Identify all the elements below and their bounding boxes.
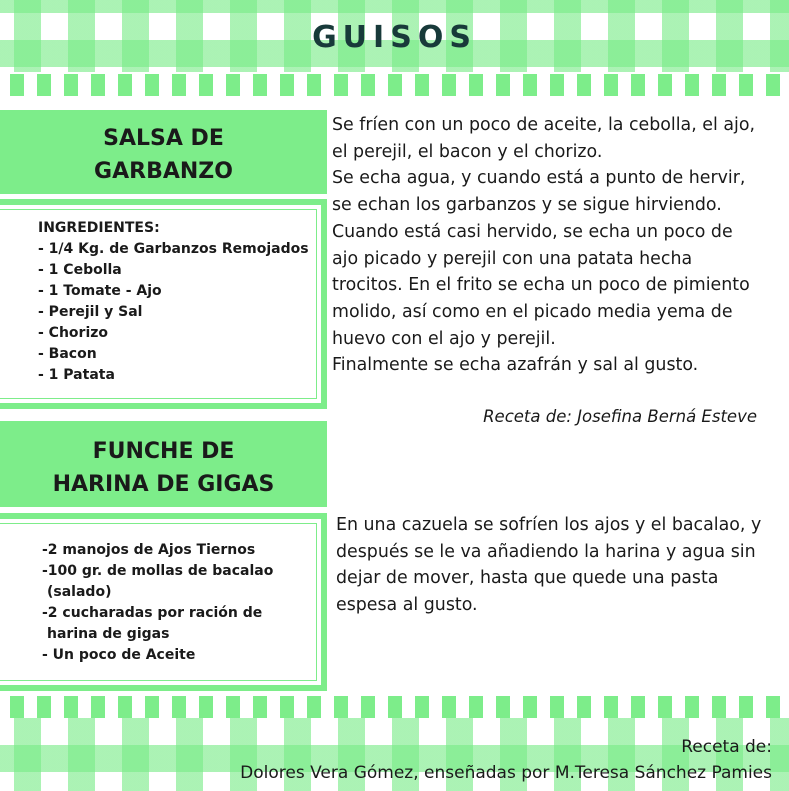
ingredient-item: - 1/4 Kg. de Garbanzos Remojados	[38, 241, 309, 257]
instruction-line: Cuando está casi hervido, se echa un poco de	[332, 221, 733, 242]
ingredient-item: - Un poco de Aceite	[42, 647, 196, 663]
instruction-line: se echan los garbanzos y se sigue hirviendo.	[332, 195, 722, 216]
ingredient-item: -2 manojos de Ajos Tiernos	[42, 542, 256, 558]
recipe-2-instructions	[336, 512, 761, 619]
recipe-2-title-line-1: FUNCHE DE	[92, 439, 235, 464]
credit-label: Receta de:	[681, 737, 772, 757]
ingredient-item: - Chorizo	[38, 325, 109, 341]
ingredient-item: - Bacon	[38, 346, 97, 362]
ingredient-item-continuation: harina de gigas	[47, 626, 170, 642]
recipe-1-credit: Receta de: Josefina Berná Esteve	[483, 407, 757, 426]
credit-names: Dolores Vera Gómez, enseñadas por M.Teresa Sánchez Pamies	[240, 763, 772, 783]
ingredient-item: -2 cucharadas por ración de	[42, 605, 263, 621]
instruction-line: espesa al gusto.	[336, 595, 478, 616]
recipe-1-title-line-2: GARBANZO	[94, 159, 233, 184]
instruction-line: dejar de mover, hasta que quede una pasta	[336, 568, 719, 589]
recipe-1-instructions	[332, 112, 755, 379]
recipe-2-credit	[240, 734, 772, 786]
ingredient-item-continuation: (salado)	[47, 584, 112, 600]
ingredients-heading: INGREDIENTES:	[38, 220, 160, 236]
ingredient-item: - 1 Patata	[38, 367, 115, 383]
green-dash-row-bottom	[0, 696, 789, 718]
recipe-2-ingredients-list	[42, 540, 273, 666]
instruction-line: Finalmente se echa azafrán y sal al gusto.	[332, 355, 699, 376]
recipe-2-title-line-2: HARINA DE GIGAS	[52, 472, 275, 497]
instruction-line: En una cazuela se sofríen los ajos y el bacalao, y	[336, 515, 762, 535]
recipe-1-title-line-1: SALSA DE	[103, 126, 224, 151]
instruction-line: molido, así como en el picado media yema de	[332, 301, 733, 322]
instruction-line: Se fríen con un poco de aceite, la cebolla, el ajo,	[332, 115, 755, 135]
green-dash-row-top	[0, 74, 789, 96]
instruction-line: huevo con el ajo y perejil.	[332, 328, 556, 349]
page-title: GUISOS	[312, 20, 477, 55]
ingredient-item: - Perejil y Sal	[38, 304, 143, 320]
instruction-line: Se echa agua, y cuando está a punto de hervir,	[332, 168, 746, 189]
ingredient-item: -100 gr. de mollas de bacalao	[42, 563, 274, 579]
recipe-1-title	[0, 110, 327, 194]
instruction-line: ajo picado y perejil con una patata hecha	[332, 248, 693, 269]
instruction-line: trocitos. En el frito se echa un poco de pimiento	[332, 275, 750, 296]
instruction-line: después se le va añadiendo la harina y agua sin	[336, 541, 756, 562]
instruction-line: el perejil, el bacon y el chorizo.	[332, 141, 603, 162]
ingredient-item: - 1 Tomate - Ajo	[38, 283, 162, 299]
recipe-2-title	[0, 421, 327, 507]
ingredient-item: - 1 Cebolla	[38, 262, 122, 278]
recipe-1-ingredients-list	[38, 218, 309, 386]
